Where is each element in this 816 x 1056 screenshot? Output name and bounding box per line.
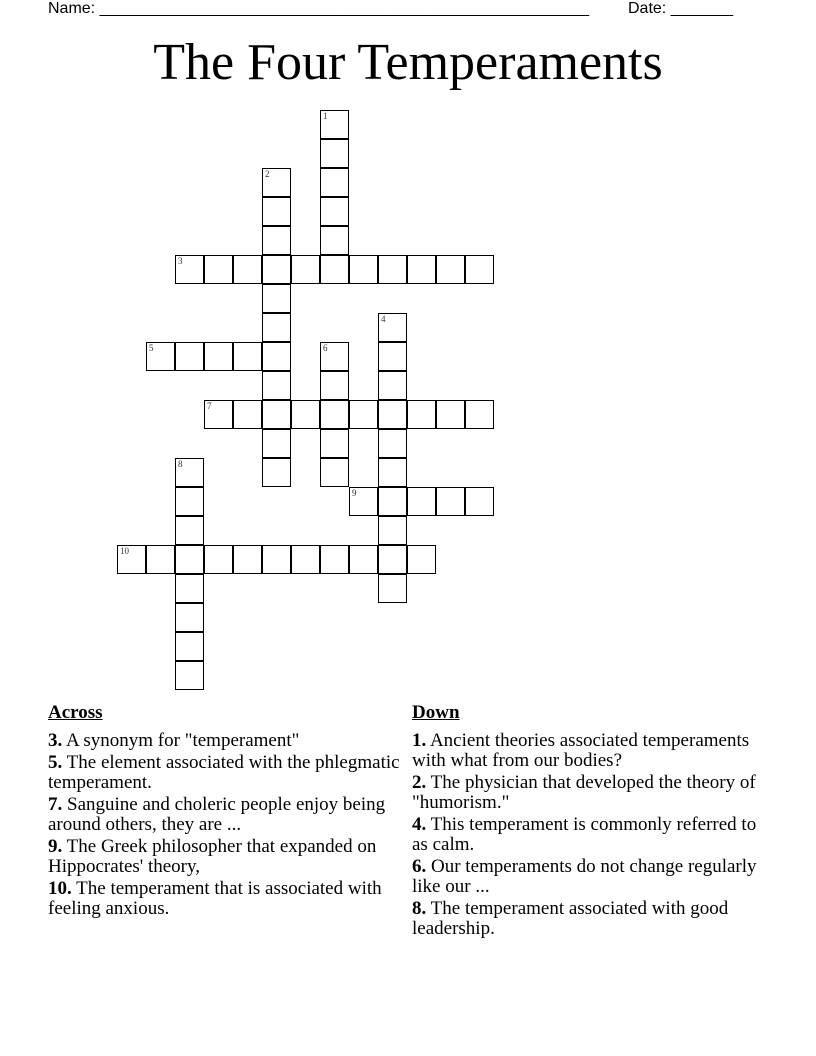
clue-number: 5.	[48, 752, 63, 773]
crossword-cell[interactable]	[146, 342, 175, 371]
across-clue-3	[48, 731, 410, 751]
crossword-cell[interactable]	[407, 255, 436, 284]
clue-number: 10.	[48, 878, 72, 899]
clue-text: Our temperaments do not change regularly like our ...	[412, 856, 757, 897]
cell-number: 5	[149, 343, 154, 353]
crossword-cell[interactable]	[320, 255, 349, 284]
crossword-cell[interactable]	[175, 574, 204, 603]
crossword-cell[interactable]	[233, 342, 262, 371]
crossword-cell[interactable]	[262, 371, 291, 400]
clue-text: This temperament is commonly referred to as calm.	[412, 814, 757, 855]
crossword-cell[interactable]	[175, 255, 204, 284]
date-field-label[interactable]: Date: _______	[628, 0, 733, 17]
crossword-cell[interactable]	[407, 400, 436, 429]
cell-number: 6	[323, 343, 328, 353]
clue-number: 1.	[412, 730, 427, 751]
clue-number: 2.	[412, 772, 427, 793]
across-clues	[48, 702, 410, 921]
clue-number: 7.	[48, 794, 63, 815]
across-clue-10	[48, 879, 410, 919]
clue-number: 3.	[48, 730, 63, 751]
crossword-cell[interactable]	[320, 197, 349, 226]
crossword-cell[interactable]	[378, 342, 407, 371]
crossword-cell[interactable]	[291, 545, 320, 574]
crossword-cell[interactable]	[378, 458, 407, 487]
crossword-cell[interactable]	[233, 545, 262, 574]
crossword-cell[interactable]	[320, 168, 349, 197]
clue-number: 6.	[412, 856, 427, 877]
crossword-cell[interactable]	[204, 255, 233, 284]
page-title: The Four Temperaments	[153, 34, 663, 91]
cell-number: 1	[323, 111, 328, 121]
crossword-cell[interactable]	[436, 487, 465, 516]
crossword-cell[interactable]	[204, 342, 233, 371]
crossword-cell[interactable]	[262, 255, 291, 284]
crossword-cell[interactable]	[349, 400, 378, 429]
crossword-cell[interactable]	[320, 371, 349, 400]
clue-text: Ancient theories associated temperaments with what from our bodies?	[412, 730, 750, 771]
crossword-cell[interactable]	[378, 574, 407, 603]
clue-text: Sanguine and choleric people enjoy being around others, they are ...	[48, 794, 386, 835]
crossword-cell[interactable]	[436, 400, 465, 429]
clue-text: The temperament that is associated with feeling anxious.	[48, 878, 382, 919]
crossword-cell[interactable]	[175, 487, 204, 516]
crossword-cell[interactable]	[407, 545, 436, 574]
clue-number: 8.	[412, 898, 427, 919]
crossword-cell[interactable]	[320, 400, 349, 429]
cell-number: 7	[207, 401, 212, 411]
crossword-cell[interactable]	[146, 545, 175, 574]
down-clue-4	[412, 815, 774, 855]
crossword-cell[interactable]	[262, 545, 291, 574]
crossword-cell[interactable]	[320, 545, 349, 574]
crossword-cell[interactable]	[204, 545, 233, 574]
clue-text: The element associated with the phlegmatic temperament.	[48, 752, 400, 793]
cell-number: 10	[120, 546, 129, 556]
crossword-cell[interactable]	[204, 400, 233, 429]
crossword-cell[interactable]	[349, 487, 378, 516]
crossword-cell[interactable]	[378, 516, 407, 545]
clue-text: The Greek philosopher that expanded on Hippocrates' theory,	[48, 836, 377, 877]
clue-number: 4.	[412, 814, 427, 835]
crossword-cell[interactable]	[349, 255, 378, 284]
name-field-label[interactable]: Name: _______________________________________________________	[48, 0, 589, 17]
crossword-cell[interactable]	[349, 545, 378, 574]
crossword-cell[interactable]	[320, 342, 349, 371]
crossword-cell[interactable]	[320, 139, 349, 168]
crossword-cell[interactable]	[465, 255, 494, 284]
crossword-cell[interactable]	[262, 429, 291, 458]
crossword-cell[interactable]	[175, 603, 204, 632]
crossword-cell[interactable]	[291, 255, 320, 284]
crossword-cell[interactable]	[378, 255, 407, 284]
crossword-cell[interactable]	[175, 458, 204, 487]
cell-number: 4	[381, 314, 386, 324]
crossword-cell[interactable]	[320, 429, 349, 458]
down-clues	[412, 702, 774, 941]
clue-number: 9.	[48, 836, 63, 857]
crossword-cell[interactable]	[407, 487, 436, 516]
crossword-cell[interactable]	[378, 371, 407, 400]
down-clue-2	[412, 773, 774, 813]
crossword-cell[interactable]	[465, 400, 494, 429]
cell-number: 9	[352, 488, 357, 498]
clue-text: The physician that developed the theory of "humorism."	[412, 772, 756, 813]
clue-text: A synonym for "temperament"	[62, 730, 300, 751]
crossword-cell[interactable]	[175, 342, 204, 371]
crossword-cell[interactable]	[465, 487, 494, 516]
across-clue-7	[48, 795, 410, 835]
crossword-cell[interactable]	[233, 255, 262, 284]
crossword-cell[interactable]	[175, 661, 204, 690]
crossword-cell[interactable]	[175, 516, 204, 545]
cell-number: 2	[265, 169, 270, 179]
crossword-cell[interactable]	[378, 487, 407, 516]
crossword-cell[interactable]	[378, 313, 407, 342]
crossword-cell[interactable]	[320, 110, 349, 139]
crossword-cell[interactable]	[320, 458, 349, 487]
crossword-cell[interactable]	[233, 400, 262, 429]
crossword-cell[interactable]	[175, 632, 204, 661]
crossword-cell[interactable]	[262, 342, 291, 371]
across-clue-5	[48, 753, 410, 793]
cell-number: 3	[178, 256, 183, 266]
crossword-cell[interactable]	[378, 429, 407, 458]
crossword-cell[interactable]	[117, 545, 146, 574]
crossword-cell[interactable]	[175, 545, 204, 574]
across-clue-9	[48, 837, 410, 877]
down-clue-1	[412, 731, 774, 771]
crossword-cell[interactable]	[262, 197, 291, 226]
crossword-cell[interactable]	[262, 400, 291, 429]
crossword-cell[interactable]	[320, 226, 349, 255]
clue-text: The temperament associated with good leadership.	[412, 898, 729, 939]
crossword-cell[interactable]	[262, 458, 291, 487]
crossword-cell[interactable]	[262, 226, 291, 255]
crossword-cell[interactable]	[262, 168, 291, 197]
crossword-cell[interactable]	[436, 255, 465, 284]
crossword-cell[interactable]	[378, 545, 407, 574]
down-heading: Down	[412, 702, 460, 723]
crossword-cell[interactable]	[262, 313, 291, 342]
crossword-cell[interactable]	[291, 400, 320, 429]
down-clue-8	[412, 899, 774, 939]
down-clue-6	[412, 857, 774, 897]
cell-number: 8	[178, 459, 183, 469]
across-heading: Across	[48, 702, 103, 723]
crossword-cell[interactable]	[262, 284, 291, 313]
crossword-cell[interactable]	[378, 400, 407, 429]
